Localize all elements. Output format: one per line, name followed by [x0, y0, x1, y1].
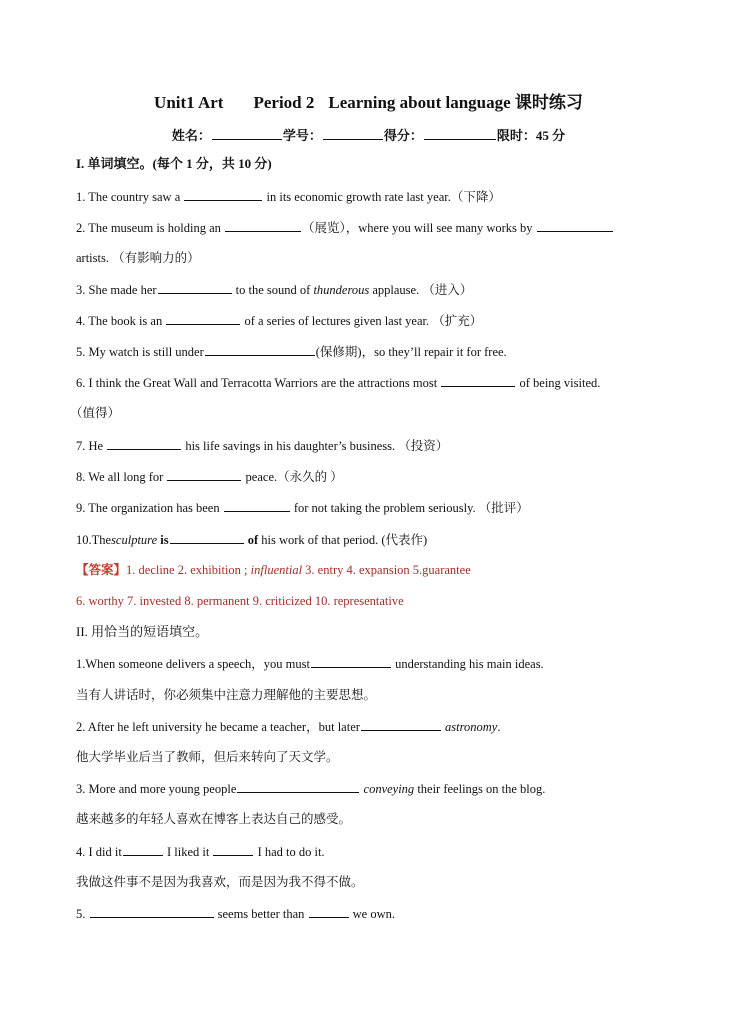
phrase-question-4	[76, 843, 325, 860]
q8-blank[interactable]	[167, 468, 241, 481]
phrase-question-3	[76, 780, 545, 797]
p2-text: 2. After he left university he became a teacher，but later	[76, 720, 360, 734]
q6-text-end: of being visited.	[519, 376, 601, 390]
phrase-question-3-cn: 越来越多的年轻人喜欢在博客上表达自己的感受。	[76, 812, 352, 826]
p4-text-end: I had to do it.	[257, 845, 325, 859]
q5-text-end: (保修期)，so they’ll repair it for free.	[315, 345, 507, 359]
p4-text-mid: I liked it	[166, 845, 210, 859]
p5-text-mid: seems better than	[217, 907, 305, 921]
phrase-question-5	[76, 905, 395, 922]
p1-text-end: understanding his main ideas.	[395, 657, 544, 671]
q10-italic: sculpture	[111, 533, 158, 547]
answer-text-1-rest: 3. entry 4. expansion 5.guarantee	[305, 563, 471, 577]
title-topic: Learning about language 课时练习	[328, 93, 583, 112]
p4-blank-2[interactable]	[213, 843, 253, 856]
q3-italic: thunderous	[313, 283, 370, 297]
page-title	[0, 88, 737, 113]
p2-blank[interactable]	[361, 718, 441, 731]
question-4	[76, 312, 482, 329]
answer-key-line-1	[76, 562, 471, 578]
score-blank[interactable]	[424, 127, 496, 140]
question-6-cont: （值得）	[70, 406, 121, 420]
title-period: Period 2	[253, 93, 315, 112]
q6-text: 6. I think the Great Wall and Terracotta Warriors are the attractions most	[76, 376, 438, 390]
q1-text: 1. The country saw a	[76, 190, 181, 204]
q7-blank[interactable]	[107, 437, 181, 450]
q10-text: 10.The	[76, 533, 112, 547]
question-6	[76, 374, 600, 391]
p4-text: 4. I did it	[76, 845, 122, 859]
id-blank[interactable]	[323, 127, 383, 140]
question-7	[76, 437, 448, 454]
answer-text-1: 1. decline 2. exhibition ;	[126, 563, 248, 577]
q9-text-end: for not taking the problem seriously. （批评）	[293, 501, 529, 515]
question-2	[76, 219, 614, 236]
question-9	[76, 499, 529, 516]
p4-blank-1[interactable]	[123, 843, 163, 856]
phrase-question-1-cn: 当有人讲话时，你必须集中注意力理解他的主要思想。	[76, 688, 377, 702]
title-unit: Unit1 Art	[154, 93, 224, 112]
question-10	[76, 531, 427, 548]
score-label: 得分：	[383, 128, 423, 143]
name-blank[interactable]	[212, 127, 282, 140]
q9-text: 9. The organization has been	[76, 501, 220, 515]
q1-text-end: in its economic growth rate last year.（下降）	[266, 190, 501, 204]
q6-blank[interactable]	[441, 374, 515, 387]
q1-blank[interactable]	[184, 188, 262, 201]
time-label: 限时：45 分	[496, 128, 566, 143]
phrase-question-2	[76, 718, 500, 735]
q4-blank[interactable]	[166, 312, 240, 325]
q9-blank[interactable]	[224, 499, 290, 512]
p1-text: 1.When someone delivers a speech，you must	[76, 657, 310, 671]
q2-text: 2. The museum is holding an	[76, 221, 221, 235]
section2-heading: II. 用恰当的短语填空。	[76, 624, 209, 639]
q10-bold-is: is	[160, 533, 169, 547]
answer-key-line-2: 6. worthy 7. invested 8. permanent 9. criticized 10. representative	[76, 594, 404, 608]
q10-blank[interactable]	[170, 531, 244, 544]
q3-text-end: applause. （进入）	[372, 283, 473, 297]
question-2-cont: artists. （有影响力的）	[76, 251, 200, 265]
answer-italic: influential	[250, 563, 303, 577]
q2-text-mid: （展览），where you will see many works by	[302, 221, 533, 235]
q10-text-end: his work of that period. (代表作)	[261, 533, 428, 547]
p3-blank[interactable]	[237, 780, 359, 793]
phrase-question-2-cn: 他大学毕业后当了教师，但后来转向了天文学。	[76, 750, 339, 764]
p5-blank-1[interactable]	[90, 905, 214, 918]
q2-blank-2[interactable]	[537, 219, 613, 232]
p3-text-end: their feelings on the blog.	[417, 782, 546, 796]
p2-italic: astronomy	[445, 720, 498, 734]
q7-text-end: his life savings in his daughter’s business. （投资）	[185, 439, 449, 453]
q3-text-mid: to the sound of	[235, 283, 311, 297]
q10-bold-of: of	[247, 533, 259, 547]
q5-blank[interactable]	[205, 343, 315, 356]
question-1	[76, 188, 501, 205]
p5-text-end: we own.	[352, 907, 396, 921]
q4-text-end: of a series of lectures given last year. （扩充）	[244, 314, 483, 328]
q3-blank[interactable]	[158, 281, 232, 294]
section1-heading: I. 单词填空。(每个 1 分，共 10 分)	[76, 156, 272, 171]
phrase-question-1	[76, 655, 544, 672]
q5-text: 5. My watch is still under	[76, 345, 204, 359]
p5-text: 5.	[76, 907, 86, 921]
q3-text: 3. She made her	[76, 283, 157, 297]
q2-blank-1[interactable]	[225, 219, 301, 232]
q8-text: 8. We all long for	[76, 470, 164, 484]
question-5	[76, 343, 507, 360]
q7-text: 7. He	[76, 439, 104, 453]
question-3	[76, 281, 472, 298]
q8-text-end: peace.（永久的 ）	[245, 470, 343, 484]
q4-text: 4. The book is an	[76, 314, 163, 328]
answer-tag: 【答案】	[76, 563, 127, 577]
p3-text: 3. More and more young people	[76, 782, 237, 796]
p5-blank-2[interactable]	[309, 905, 349, 918]
name-label: 姓名：	[171, 128, 211, 143]
question-8	[76, 468, 343, 485]
p1-blank[interactable]	[311, 655, 391, 668]
p3-italic: conveying	[363, 782, 415, 796]
student-info-row	[0, 125, 737, 144]
id-label: 学号：	[282, 128, 322, 143]
p2-text-end: .	[497, 720, 501, 734]
phrase-question-4-cn: 我做这件事不是因为我喜欢，而是因为我不得不做。	[76, 875, 364, 889]
